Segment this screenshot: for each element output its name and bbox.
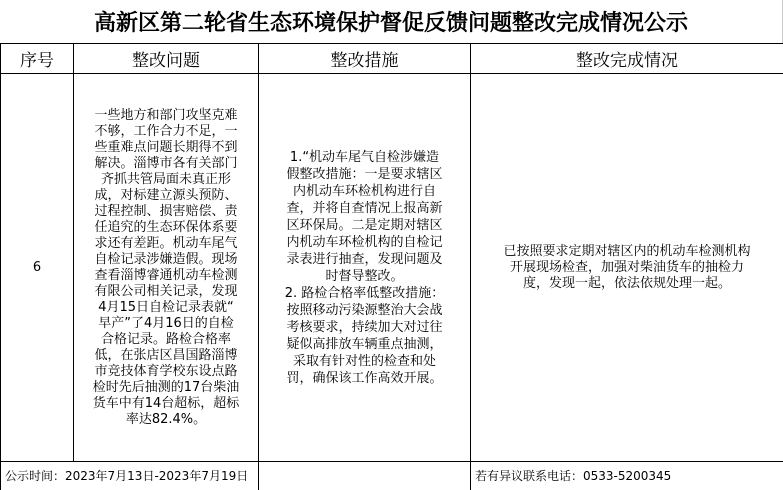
text-line: 成，对标建立源头预防、	[74, 188, 258, 204]
text-line: 自检记录涉嫌造假。现场	[74, 252, 258, 268]
text-line: 罚，确保该工作高效开展。	[259, 370, 470, 387]
text-line: 任追究的生态环保体系要	[74, 220, 258, 236]
text-line: 开展现场检查，加强对柴油货车的抽检力	[471, 260, 783, 276]
text-line: 求还有差距。机动车尾气	[74, 236, 258, 252]
header-status: 整改完成情况	[471, 44, 783, 74]
row-problem	[74, 74, 259, 462]
text-line: 度，发现一起，依法依规处理一起。	[471, 276, 783, 292]
header-problem: 整改问题	[74, 44, 259, 74]
text-line: 合格记录。路检合格率	[74, 332, 258, 348]
text-line: 有限公司相关记录，发现	[74, 284, 258, 300]
text-line: 些重难点问题长期得不到	[74, 140, 258, 156]
row-status	[471, 74, 783, 462]
text-line: 采取有针对性的检查和处	[259, 353, 470, 370]
footer-empty	[259, 462, 471, 490]
text-line: 疑似高排放车辆重点抽测，	[259, 336, 470, 353]
text-line: 查，并将自查情况上报高新	[259, 200, 470, 217]
text-line: 按照移动污染源整治大会战	[259, 302, 470, 319]
text-line: 时督导整改。	[259, 268, 470, 285]
row-measures	[259, 74, 471, 462]
text-line: 考核要求，持续加大对过往	[259, 319, 470, 336]
text-line: 齐抓共管局面未真正形	[74, 172, 258, 188]
text-line: 率达82.4%。	[74, 412, 258, 428]
text-line: 1.“机动车尾气自检涉嫌造	[259, 149, 470, 166]
page-title: 高新区第二轮省生态环境保护督促反馈问题整改完成情况公示	[0, 0, 783, 43]
text-line: 4月15日自检记录表就“	[74, 300, 258, 316]
text-line: 2. 路检合格率低整改措施：	[259, 285, 470, 302]
text-line: 市竞技体育学校东设点路	[74, 364, 258, 380]
footer-period: 公示时间：2023年7月13日-2023年7月19日	[1, 462, 259, 490]
text-line: 低，在张店区昌国路淄博	[74, 348, 258, 364]
text-line: 内机动车环检机构的自检记	[259, 234, 470, 251]
text-line: 假整改措施：一是要求辖区	[259, 166, 470, 183]
text-line: 检时先后抽测的17台柴油	[74, 380, 258, 396]
rectification-table	[0, 43, 783, 490]
header-index: 序号	[1, 44, 74, 74]
text-line: 解决。淄博市各有关部门	[74, 156, 258, 172]
text-line: 录表进行抽查，发现问题及	[259, 251, 470, 268]
footer-contact: 若有异议联系电话：0533-5200345	[471, 462, 783, 490]
text-line: 过程控制、损害赔偿、责	[74, 204, 258, 220]
text-line: 已按照要求定期对辖区内的机动车检测机构	[471, 244, 783, 260]
header-row	[1, 44, 783, 74]
text-line: 查看淄博睿通机动车检测	[74, 268, 258, 284]
row-index: 6	[1, 74, 74, 462]
text-line: 区环保局。二是定期对辖区	[259, 217, 470, 234]
footer-row	[1, 462, 783, 490]
text-line: 不够，工作合力不足，一	[74, 124, 258, 140]
text-line: 早产”了4月16日的自检	[74, 316, 258, 332]
text-line: 一些地方和部门攻坚克难	[74, 108, 258, 124]
header-measures: 整改措施	[259, 44, 471, 74]
text-line: 货车中有14台超标，超标	[74, 396, 258, 412]
table-row	[1, 74, 783, 462]
text-line: 内机动车环检机构进行自	[259, 183, 470, 200]
